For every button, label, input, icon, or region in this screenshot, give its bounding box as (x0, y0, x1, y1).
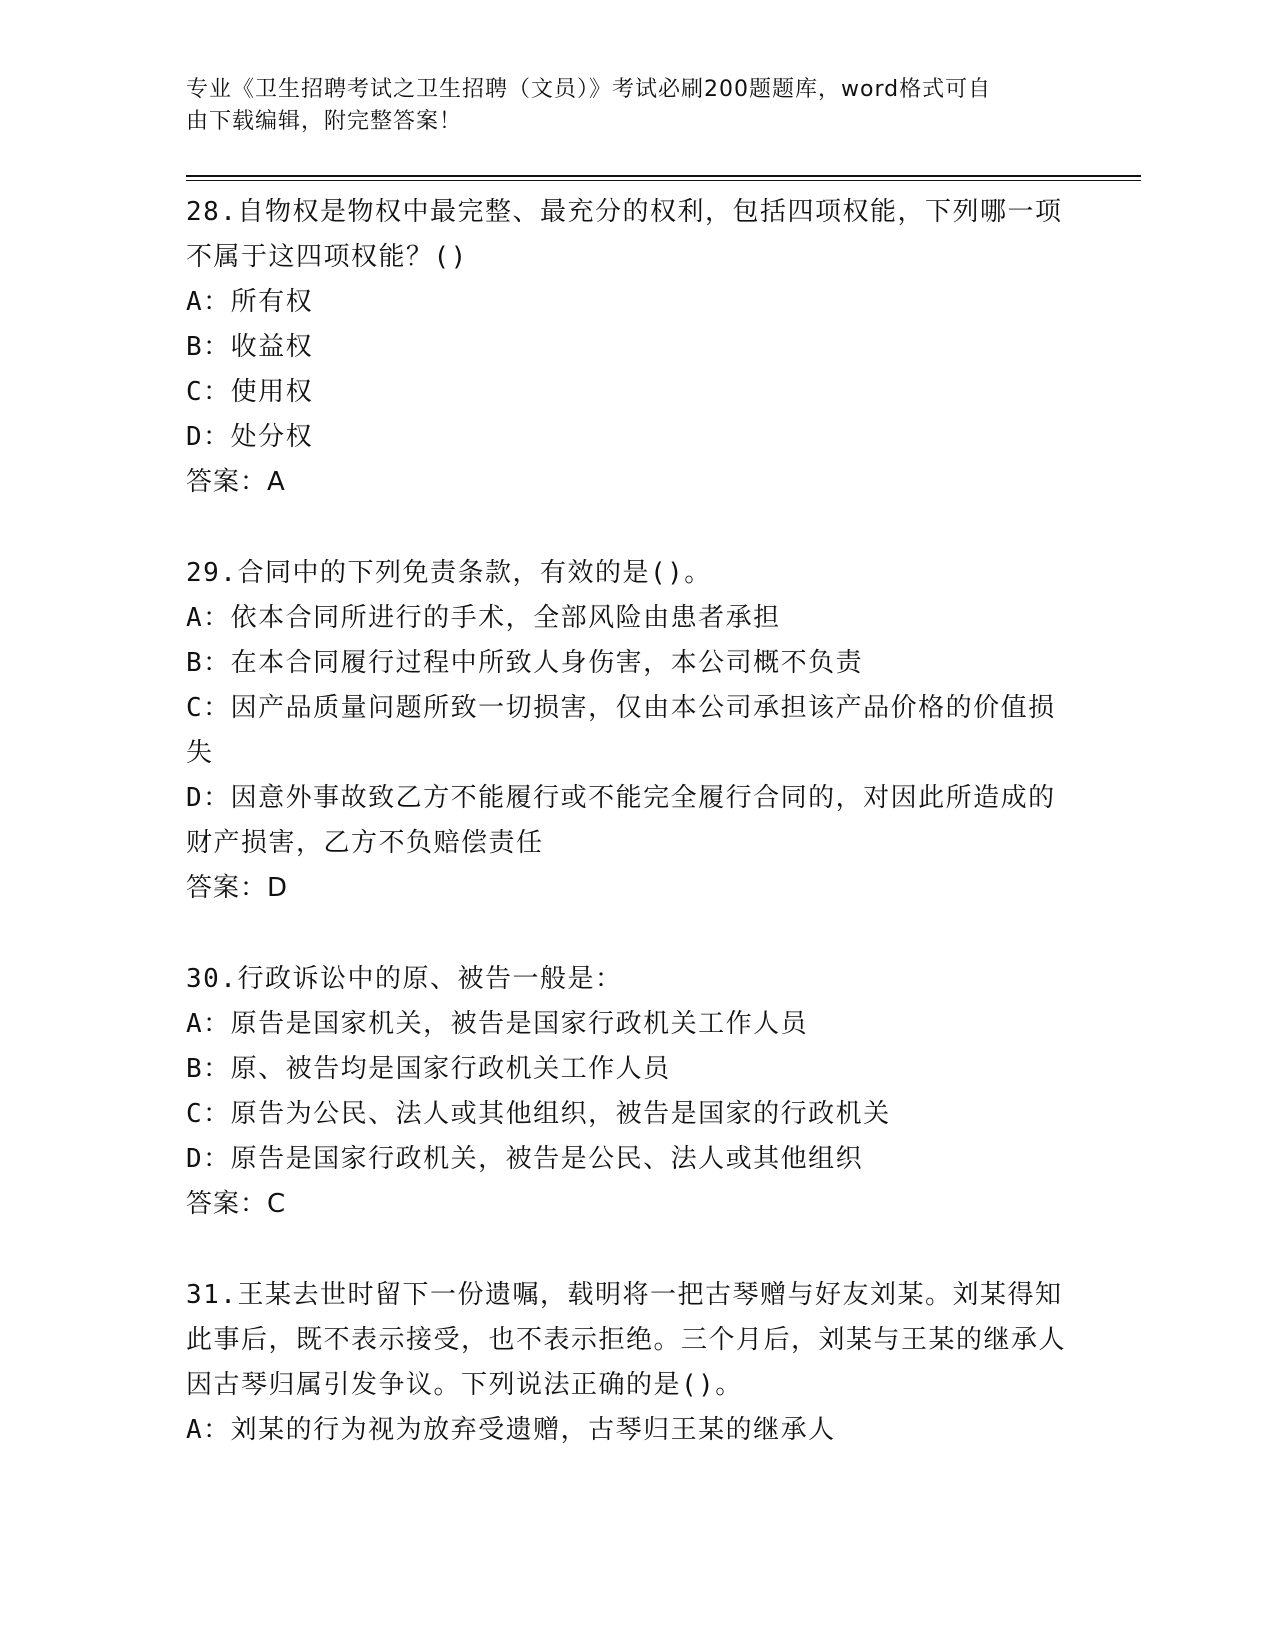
option-a: A：依本合同所进行的手术，全部风险由患者承担 (186, 603, 781, 633)
option-c: C：因产品质量问题所致一切损害，仅由本公司承担该产品价格的价值损失 (186, 693, 1056, 768)
option-b: B：原、被告均是国家行政机关工作人员 (186, 1054, 671, 1084)
option-a: A：所有权 (186, 287, 314, 317)
answer-line: 答案：D (186, 873, 289, 903)
answer-line: 答案：A (186, 467, 286, 497)
option-d: D：因意外事故致乙方不能履行或不能完全履行合同的，对因此所造成的财产损害，乙方不负赔偿责任 (186, 783, 1056, 858)
question-stem: 29.合同中的下列免责条款，有效的是()。 (186, 558, 712, 588)
header-divider-thin (186, 180, 1141, 181)
answer-line: 答案：C (186, 1189, 287, 1219)
header-line-1: 专业《卫生招聘考试之卫生招聘（文员）》考试必刷200题题库，word格式可自 (186, 77, 992, 102)
option-c: C：原告为公民、法人或其他组织，被告是国家的行政机关 (186, 1099, 891, 1129)
header-line-2: 由下载编辑，附完整答案！ (186, 109, 463, 134)
question-list (186, 190, 1066, 1499)
question-stem: 28.自物权是物权中最完整、最充分的权利，包括四项权能，下列哪一项不属于这四项权能？() (186, 197, 1063, 272)
option-b: B：收益权 (186, 332, 314, 362)
option-a: A：刘某的行为视为放弃受遗赠，古琴归王某的继承人 (186, 1415, 836, 1445)
question-29 (186, 551, 1066, 911)
document-header (186, 74, 1066, 138)
question-28 (186, 190, 1066, 505)
header-divider (186, 175, 1141, 177)
question-30 (186, 957, 1066, 1227)
option-c: C：使用权 (186, 377, 314, 407)
question-31 (186, 1273, 1066, 1453)
option-b: B：在本合同履行过程中所致人身伤害，本公司概不负责 (186, 648, 864, 678)
option-a: A：原告是国家机关，被告是国家行政机关工作人员 (186, 1009, 809, 1039)
question-stem: 30.行政诉讼中的原、被告一般是： (186, 964, 623, 994)
question-stem: 31.王某去世时留下一份遗嘱，载明将一把古琴赠与好友刘某。刘某得知此事后，既不表示接受，也不表示拒绝。三个月后，刘某与王某的继承人因古琴归属引发争议。下列说法正确的是()。 (186, 1280, 1067, 1400)
option-d: D：原告是国家行政机关，被告是公民、法人或其他组织 (186, 1144, 864, 1174)
option-d: D：处分权 (186, 422, 314, 452)
